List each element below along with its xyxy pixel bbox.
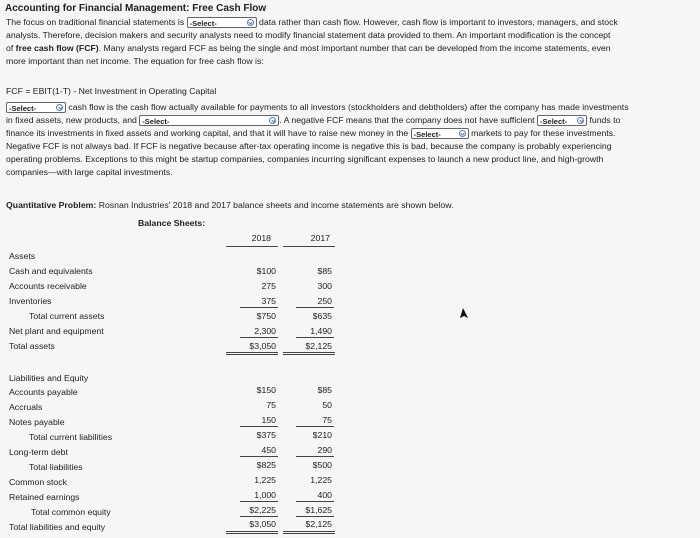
total-double-rule (226, 352, 278, 355)
asset-label: Accounts receivable (9, 281, 87, 291)
select-funds-type[interactable] (537, 115, 587, 126)
para2-line1: cash flow is the cash flow actually available for payments to all investors (stockholders and debtholders) after the company has made investments (68, 102, 629, 112)
liability-2018: $375 (256, 430, 276, 440)
intro-text-3: analysts. Therefore, decision makers and security analysts need to modify financial statement data provided to them. An important modification is the concept (6, 30, 611, 40)
intro-text-1: The focus on traditional financial statements is (6, 17, 185, 27)
chevron-down-icon (577, 117, 584, 124)
liability-label: Retained earnings (9, 492, 80, 502)
asset-2017: 250 (317, 296, 332, 306)
para2-line2b: . A negative FCF means that the company does not have sufficient (279, 115, 535, 125)
liability-2017: $1,625 (305, 505, 332, 515)
quant-label: Quantitative Problem: (6, 200, 97, 210)
assets-header: Assets (9, 251, 36, 261)
page-title: Accounting for Financial Management: Free Cash Flow (5, 3, 267, 14)
select-investment-type-value: -Select- (142, 117, 170, 127)
subtotal-rule (296, 307, 334, 308)
header-rule-2017 (283, 246, 335, 247)
subtotal-rule (296, 501, 334, 502)
header-rule-2018 (226, 246, 278, 247)
asset-2017: $85 (317, 266, 332, 276)
liability-2017: $85 (317, 385, 332, 395)
liability-2018: 150 (261, 415, 276, 425)
asset-2018: 375 (261, 296, 276, 306)
subtotal-rule (296, 516, 334, 517)
intro-text-5: . Many analysts regard FCF as being the single and most important number that can be developed from the income statements, even (98, 43, 611, 53)
subtotal-rule (240, 516, 278, 517)
asset-2018: 2,300 (254, 326, 276, 336)
liability-label: Notes payable (9, 417, 65, 427)
para2-line6: companies—with large capital investments. (6, 167, 173, 177)
liability-label: Total current liabilities (29, 432, 113, 442)
select-funds-type-value: -Select- (540, 117, 568, 127)
year-2017: 2017 (310, 233, 330, 243)
liability-2018: $3,050 (249, 519, 276, 529)
chevron-down-icon (247, 19, 254, 26)
intro-paragraph (6, 16, 694, 68)
quantitative-problem (6, 200, 453, 210)
select-focus-data-value: -Select- (189, 19, 217, 29)
liability-label: Long-term debt (9, 447, 68, 457)
asset-label: Cash and equivalents (9, 266, 93, 276)
liability-2017: 290 (317, 445, 332, 455)
select-investment-type[interactable] (139, 115, 279, 126)
liability-2018: 75 (266, 400, 276, 410)
asset-2017: $635 (312, 311, 332, 321)
liability-label: Total liabilities and equity (9, 522, 106, 532)
mouse-cursor-icon (458, 307, 470, 321)
asset-label: Net plant and equipment (9, 326, 104, 336)
select-fcf-type-value: -Select- (9, 104, 37, 114)
liability-2018: $150 (256, 385, 276, 395)
para2-line2a: in fixed assets, new products, and (6, 115, 137, 125)
fcf-term: free cash flow (FCF) (15, 43, 99, 53)
para2-line2c: funds to (589, 115, 621, 125)
total-double-rule (283, 531, 335, 534)
total-double-rule (283, 352, 335, 355)
para2-line3a: finance its investments in fixed assets and working capital, and that it will have to raise new money in the (6, 128, 409, 138)
subtotal-rule (240, 456, 278, 457)
intro-text-4: of (6, 43, 14, 53)
select-markets-type[interactable] (411, 128, 469, 139)
subtotal-rule (296, 426, 334, 427)
liability-2018: $2,225 (249, 505, 276, 515)
fcf-equation: FCF = EBIT(1-T) - Net Investment in Operating Capital (6, 86, 217, 96)
asset-2017: 300 (317, 281, 332, 291)
liability-2017: 1,225 (310, 475, 332, 485)
para2-line3b: markets to pay for these investments. (471, 128, 616, 138)
select-markets-type-value: -Select- (413, 130, 441, 140)
fcf-paragraph (6, 101, 694, 179)
select-focus-data[interactable] (187, 17, 257, 28)
asset-2018: 275 (261, 281, 276, 291)
liability-2017: 75 (322, 415, 332, 425)
asset-label: Total current assets (29, 311, 105, 321)
liability-2017: $210 (312, 430, 332, 440)
para2-line5: operating problems. Exceptions to this might be startup companies, companies incurring significant expenses to launch a new product line, and high-growth (6, 154, 604, 164)
subtotal-rule (240, 307, 278, 308)
liability-label: Accruals (9, 402, 43, 412)
balance-sheet-title: Balance Sheets: (138, 218, 206, 228)
subtotal-rule (240, 337, 278, 338)
subtotal-rule (240, 501, 278, 502)
asset-2018: $3,050 (249, 341, 276, 351)
intro-text-2: data rather than cash flow. However, cash flow is important to investors, managers, and stock (259, 17, 618, 27)
chevron-down-icon (459, 130, 466, 137)
asset-label: Total assets (9, 341, 55, 351)
liability-2018: 450 (261, 445, 276, 455)
asset-2017: 1,490 (310, 326, 332, 336)
liability-2017: $2,125 (305, 519, 332, 529)
asset-label: Inventories (9, 296, 52, 306)
liability-2018: 1,225 (254, 475, 276, 485)
intro-text-6: more important than net income. The equation for free cash flow is: (6, 56, 264, 66)
liability-2017: $500 (312, 460, 332, 470)
quant-text: Rosnan Industries' 2018 and 2017 balance sheets and income statements are shown below. (98, 200, 454, 210)
chevron-down-icon (56, 104, 63, 111)
asset-2017: $2,125 (305, 341, 332, 351)
asset-2018: $100 (256, 266, 276, 276)
total-double-rule (226, 531, 278, 534)
select-fcf-type[interactable] (6, 102, 66, 113)
liability-label: Accounts payable (9, 387, 78, 397)
asset-2018: $750 (256, 311, 276, 321)
liability-2018: 1,000 (254, 490, 276, 500)
liability-label: Total common equity (31, 507, 111, 517)
chevron-down-icon (269, 117, 276, 124)
year-2018: 2018 (251, 233, 271, 243)
liability-2018: $825 (256, 460, 276, 470)
liabilities-header: Liabilities and Equity (9, 373, 89, 383)
liability-2017: 400 (317, 490, 332, 500)
subtotal-rule (240, 426, 278, 427)
liability-2017: 50 (322, 400, 332, 410)
subtotal-rule (296, 337, 334, 338)
liability-label: Total liabilities (29, 462, 83, 472)
liability-label: Common stock (9, 477, 67, 487)
para2-line4: Negative FCF is not always bad. If FCF is negative because after-tax operating income is negative this is bad, because the company is probably experiencing (6, 141, 612, 151)
subtotal-rule (296, 456, 334, 457)
